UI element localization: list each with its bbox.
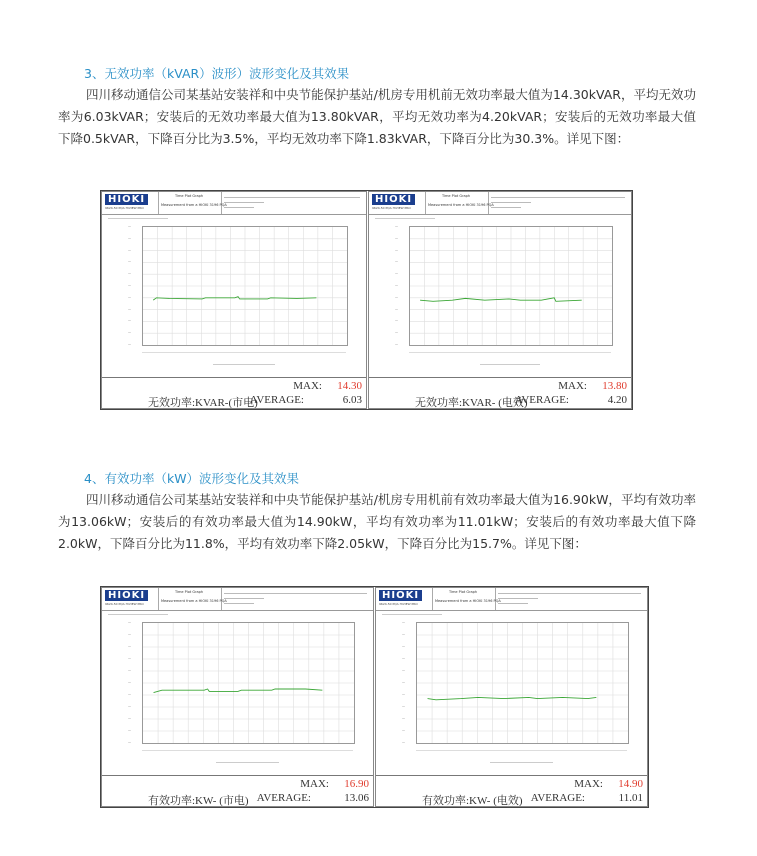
section4-heading: 4、有效功率（kW）波形变化及其效果 bbox=[84, 471, 300, 486]
chart-header bbox=[376, 588, 647, 611]
section3-heading: 3、无效功率（kVAR）波形）波形变化及其效果 bbox=[84, 66, 350, 81]
chart-reactive-before: HIOKI 9624-50 PQA HiVIEW PRO Time Plot Graph Measurement from a HIOKI 3196 PQA — — — — — — — — — — — MAX: 14.30 无效功率:KVAR-(市电) AVERAGE: 6.03 bbox=[101, 191, 367, 409]
average-label: AVERAGE: bbox=[514, 394, 569, 406]
average-label: AVERAGE: bbox=[249, 394, 304, 406]
average-label: AVERAGE: bbox=[256, 792, 311, 804]
max-label: MAX: bbox=[574, 778, 603, 790]
chart-summary bbox=[102, 775, 373, 806]
chart-summary bbox=[369, 377, 631, 408]
chart-active-after: HIOKI 9624-50 PQA HiVIEW PRO Time Plot Graph Measurement from a HIOKI 3196 PQA — — — — — — — — — — — MAX: 14.90 有效功率:KW- (电效) AVERAGE: 11.01 bbox=[375, 587, 648, 807]
max-label: MAX: bbox=[300, 778, 329, 790]
logo-subtitle: 9624-50 PQA HiVIEW PRO bbox=[372, 206, 411, 210]
chart-title-box bbox=[158, 588, 227, 610]
hioki-logo: HIOKI bbox=[105, 194, 148, 205]
series-label: 有效功率:KW- (电效) bbox=[422, 795, 523, 807]
logo-subtitle: 9624-50 PQA HiVIEW PRO bbox=[379, 602, 418, 606]
chart-title: Time Plot Graph bbox=[175, 590, 204, 594]
chart-header bbox=[102, 192, 366, 215]
chart-title-box bbox=[158, 192, 227, 214]
max-label: MAX: bbox=[558, 380, 587, 392]
chart-subtitle: Measurement from a HIOKI 3196 PQA bbox=[435, 599, 501, 603]
hioki-logo: HIOKI bbox=[372, 194, 415, 205]
chart-plot-area bbox=[142, 226, 348, 346]
max-value: 16.90 bbox=[344, 778, 369, 790]
chart-plot-area bbox=[409, 226, 613, 346]
chart-title: Time Plot Graph bbox=[442, 194, 471, 198]
hioki-logo: HIOKI bbox=[105, 590, 148, 601]
chart-title-box bbox=[432, 588, 501, 610]
max-value: 14.30 bbox=[337, 380, 362, 392]
series-label: 有效功率:KW- (市电) bbox=[148, 795, 249, 807]
logo-subtitle: 9624-50 PQA HiVIEW PRO bbox=[105, 602, 144, 606]
average-value: 13.06 bbox=[344, 792, 369, 804]
series-label: 无效功率:KVAR- (电效) bbox=[415, 397, 528, 409]
chart-subtitle: Measurement from a HIOKI 3196 PQA bbox=[161, 599, 227, 603]
chart-subtitle: Measurement from a HIOKI 3196 PQA bbox=[161, 203, 227, 207]
chart-header bbox=[369, 192, 631, 215]
average-label: AVERAGE: bbox=[530, 792, 585, 804]
max-value: 14.90 bbox=[618, 778, 643, 790]
max-value: 13.80 bbox=[602, 380, 627, 392]
section4-chart-panel bbox=[100, 586, 649, 808]
chart-header bbox=[102, 588, 373, 611]
average-value: 6.03 bbox=[342, 394, 362, 406]
average-value: 4.20 bbox=[607, 394, 627, 406]
chart-summary bbox=[376, 775, 647, 806]
chart-plot-area bbox=[416, 622, 629, 744]
section3-paragraph: 四川移动通信公司某基站安装祥和中央节能保护基站/机房专用机前无效功率最大值为14.30kVAR，平均无效功率为6.03kVAR；安装后的无效功率最大值为13.80kVAR，平均无效功率为4.20kVAR；安装后的无效功率最大值下降0.5kVAR，下降百分比为3.5%，平均无效功率下降1.83kVAR，下降百分比为30.3%。详见下图： bbox=[58, 87, 696, 146]
section4-paragraph: 四川移动通信公司某基站安装祥和中央节能保护基站/机房专用机前有效功率最大值为16.90kW，平均有效功率为13.06kW；安装后的有效功率最大值为14.90kW，平均有效功率为11.01kW；安装后的有效功率最大值下降2.0kW，下降百分比为11.8%，平均有效功率下降2.05kW，下降百分比为15.7%。详见下图： bbox=[58, 492, 696, 551]
chart-active-before: HIOKI 9624-50 PQA HiVIEW PRO Time Plot Graph Measurement from a HIOKI 3196 PQA — — — — — — — — — — — MAX: 16.90 有效功率:KW- (市电) AVERAGE: 13.06 bbox=[101, 587, 374, 807]
chart-subtitle: Measurement from a HIOKI 3196 PQA bbox=[428, 203, 494, 207]
hioki-logo: HIOKI bbox=[379, 590, 422, 601]
chart-reactive-after: HIOKI 9624-50 PQA HiVIEW PRO Time Plot Graph Measurement from a HIOKI 3196 PQA — — — — — — — — — — — MAX: 13.80 无效功率:KVAR- (电效) AVERAGE: 4.20 bbox=[368, 191, 632, 409]
chart-plot-area bbox=[142, 622, 355, 744]
chart-title: Time Plot Graph bbox=[449, 590, 478, 594]
max-label: MAX: bbox=[293, 380, 322, 392]
chart-title-box bbox=[425, 192, 494, 214]
chart-summary bbox=[102, 377, 366, 408]
logo-subtitle: 9624-50 PQA HiVIEW PRO bbox=[105, 206, 144, 210]
chart-title: Time Plot Graph bbox=[175, 194, 204, 198]
series-label: 无效功率:KVAR-(市电) bbox=[148, 397, 258, 409]
average-value: 11.01 bbox=[618, 792, 643, 804]
section3-chart-panel bbox=[100, 190, 633, 410]
